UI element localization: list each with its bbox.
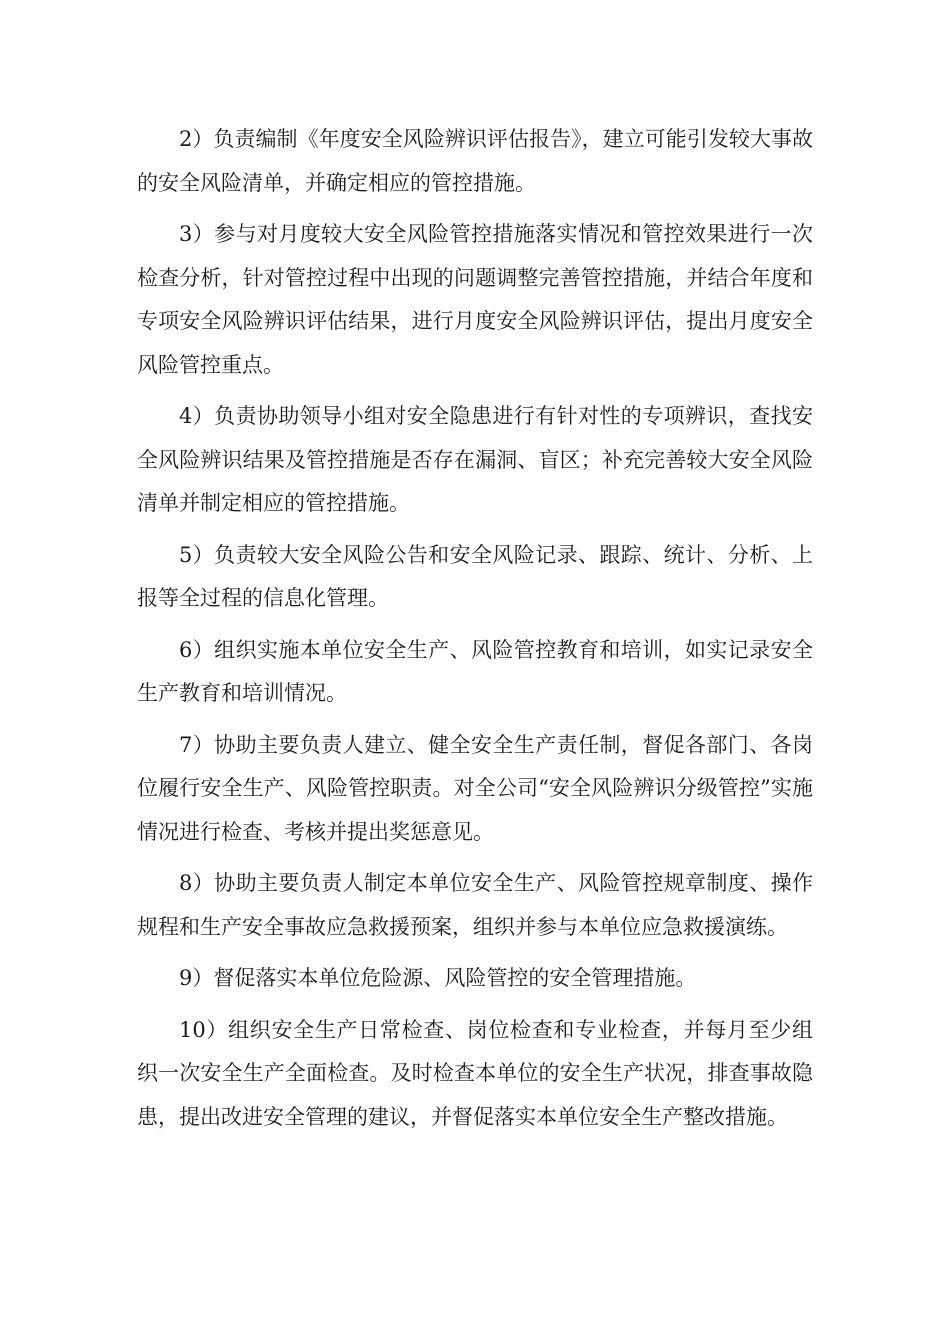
paragraph-item-2: 2）负责编制《年度安全风险辨识评估报告》，建立可能引发较大事故的安全风险清单，并确定相应的管控措施。 xyxy=(137,127,813,195)
paragraph-item-3: 3）参与对月度较大安全风险管控措施落实情况和管控效果进行一次检查分析，针对管控过程中出现的问题调整完善管控措施，并结合年度和专项安全风险辨识评估结果，进行月度安全风险辨识评估，提出月度安全风险管控重点。 xyxy=(137,222,813,377)
paragraph-item-10: 10）组织安全生产日常检查、岗位检查和专业检查，并每月至少组织一次安全生产全面检查。及时检查本单位的安全生产状况，排查事故隐患，提出改进安全管理的建议，并督促落实本单位安全生产整改措施。 xyxy=(137,1017,813,1129)
paragraph-item-5: 5）负责较大安全风险公告和安全风险记录、跟踪、统计、分析、上报等全过程的信息化管理。 xyxy=(137,542,813,610)
document-page xyxy=(137,118,813,1147)
paragraph-item-9: 9）督促落实本单位危险源、风险管控的安全管理措施。 xyxy=(179,966,697,990)
paragraph-item-6: 6）组织实施本单位安全生产、风险管控教育和培训，如实记录安全生产教育和培训情况。 xyxy=(137,637,813,705)
paragraph-item-4: 4）负责协助领导小组对安全隐患进行有针对性的专项辨识，查找安全风险辨识结果及管控措施是否存在漏洞、盲区；补充完善较大安全风险清单并制定相应的管控措施。 xyxy=(137,404,813,515)
paragraph-item-7: 7）协助主要负责人建立、健全安全生产责任制，督促各部门、各岗位履行安全生产、风险管控职责。对全公司“安全风险辨识分级管控”实施情况进行检查、考核并提出奖惩意见。 xyxy=(137,732,813,844)
paragraph-item-8: 8）协助主要负责人制定本单位安全生产、风险管控规章制度、操作规程和生产安全事故应急救援预案，组织并参与本单位应急救援演练。 xyxy=(137,871,813,939)
